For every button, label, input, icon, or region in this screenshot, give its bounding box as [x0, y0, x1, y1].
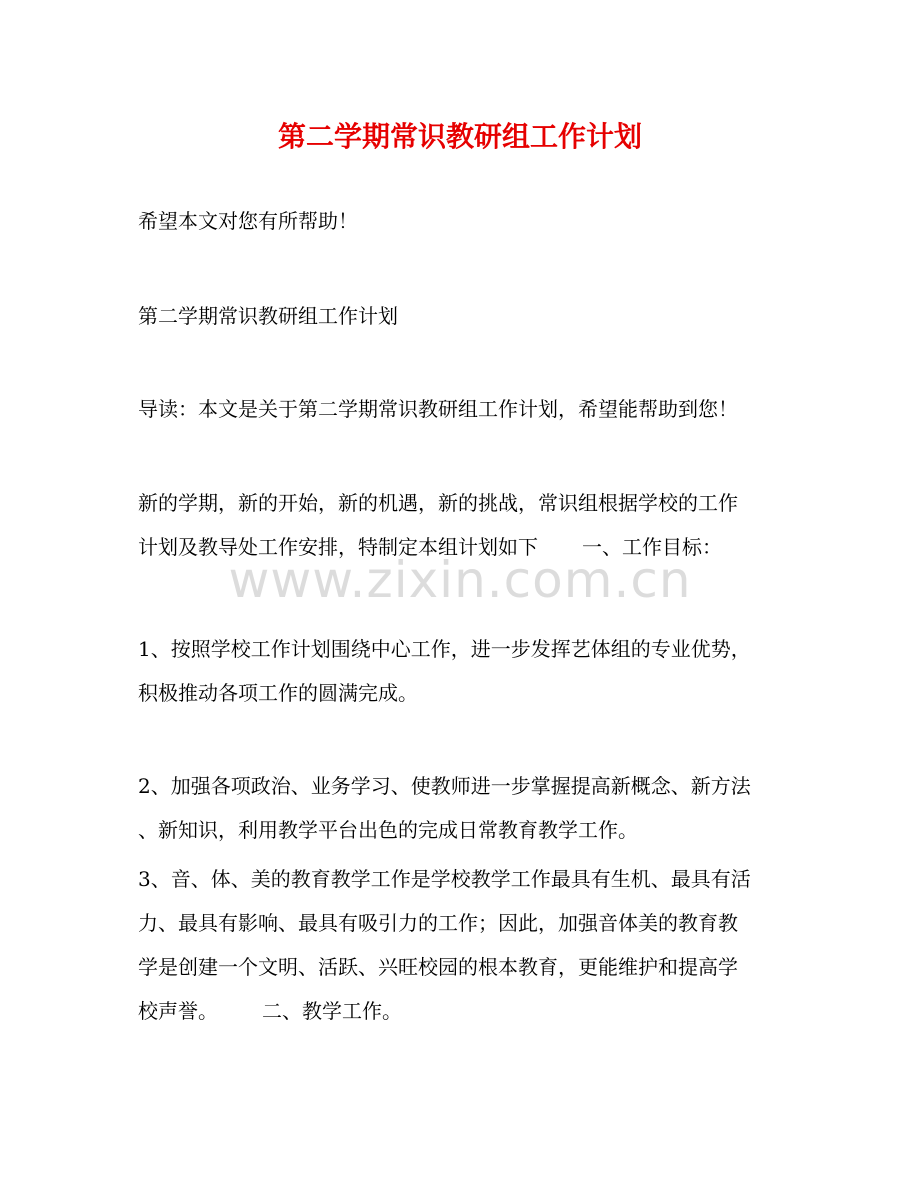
paragraph-line: 积极推动各项工作的圆满完成。 — [138, 681, 418, 705]
paragraph-item-2 — [138, 764, 788, 852]
paragraph-opening — [138, 481, 788, 569]
paragraph-line — [138, 989, 788, 1033]
paragraph-line: 2、加强各项政治、业务学习、使教师进一步掌握提高新概念、新方法 — [138, 774, 751, 798]
section-heading-goals: 一、工作目标： — [582, 535, 722, 559]
paragraph-intro — [138, 199, 788, 243]
paragraph-line: 第二学期常识教研组工作计划 — [138, 304, 398, 328]
paragraph-line — [138, 525, 788, 569]
paragraph-subtitle — [138, 294, 788, 338]
paragraph-line: 学是创建一个文明、活跃、兴旺校园的根本教育，更能维护和提高学 — [138, 955, 738, 979]
section-heading-teaching: 二、教学工作。 — [262, 999, 402, 1023]
paragraph-segment: 计划及教导处工作安排，特制定本组计划如下 — [138, 535, 538, 559]
paragraph-segment: 校声誉。 — [138, 999, 218, 1023]
paragraph-line: 、新知识，利用教学平台出色的完成日常教育教学工作。 — [138, 818, 638, 842]
paragraph-line: 1、按照学校工作计划围绕中心工作，进一步发挥艺体组的专业优势， — [138, 637, 751, 661]
paragraph-line: 新的学期，新的开始，新的机遇，新的挑战，常识组根据学校的工作 — [138, 491, 738, 515]
paragraph-guide — [138, 387, 788, 431]
document-title: 第二学期常识教研组工作计划 — [277, 120, 642, 153]
paragraph-item-1 — [138, 627, 788, 715]
paragraph-line: 希望本文对您有所帮助！ — [138, 209, 358, 233]
paragraph-line: 3、音、体、美的教育教学工作是学校教学工作最具有生机、最具有活 — [138, 867, 751, 891]
paragraph-line: 力、最具有影响、最具有吸引力的工作；因此，加强音体美的教育教 — [138, 911, 738, 935]
paragraph-item-3 — [138, 857, 788, 1033]
watermark-text: www.zixin.com.cn — [228, 551, 692, 609]
paragraph-line: 导读：本文是关于第二学期常识教研组工作计划，希望能帮助到您！ — [138, 397, 738, 421]
